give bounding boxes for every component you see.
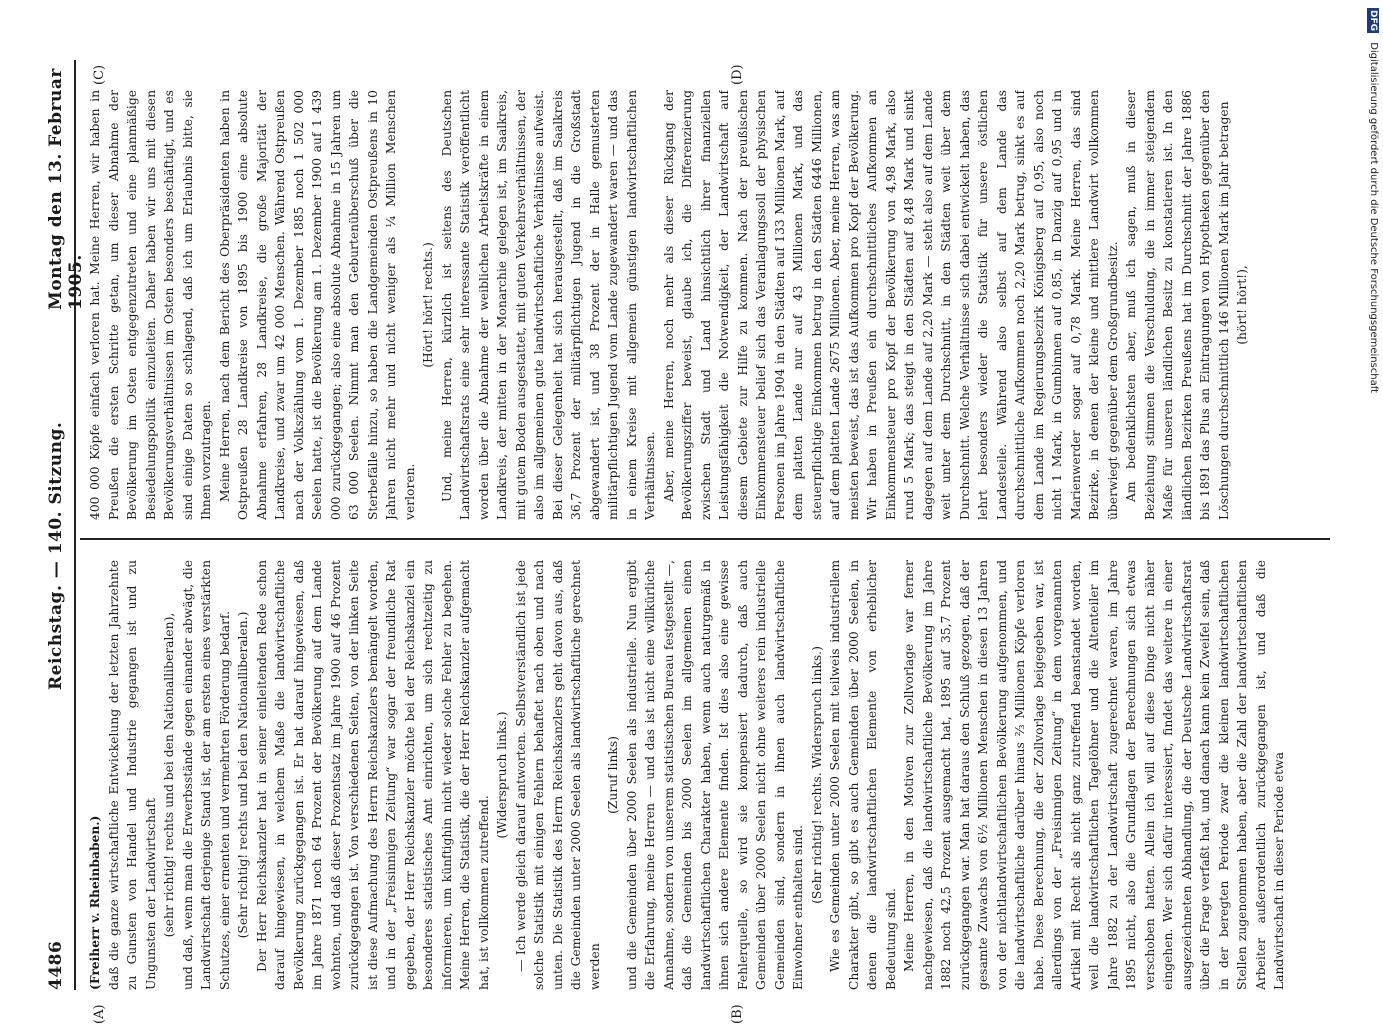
digitization-note [1367,8,1379,988]
margin-marker-d: (D) [730,64,745,85]
paragraph: Der Herr Reichskanzler hat in seiner einleitenden Rede schon darauf hingewiesen, in welchem Maße die landwirtschaftliche Bevölkerung zurückgegangen ist. Er hat darauf hingewiesen, daß im Jahre 1871 noch 64 Prozent der Bevölkerung auf dem Lande wohnten, und daß dieser Prozentsatz im Jahre 1900 auf 46 Prozent zurückgegangen ist. Von verschiedenen Seiten, von der linken Seite ist diese Aufmachung des Herrn Reichskanzlers bemängelt worden, und in der „Freisinnigen Zeitung“ war sogar der freundliche Rat gegeben, der Herr Reichskanzler möchte bei der Reichskanzlei ein besonderes statistisches Amt einrichten, um sich rechtzeitig zu informieren, um künftighin nicht wieder solche Fehler zu begehen. Meine Herren, die Statistik, die der Herr Reichskanzler aufgemacht hat, ist vollkommen zutreffend. [254,560,491,990]
speaker-line: (Freiherr v. Rheinbaben.) [87,815,102,990]
paragraph: daß die ganze wirtschaftliche Entwickelung der letzten Jahrzehnte zu Gunsten von Handel und Industrie gegangen ist und zu Ungunsten der Landwirtschaft [106,560,158,990]
interjection: (hört! hört!), [1235,265,1249,345]
paragraph: Aber, meine Herren, noch mehr als dieser Rückgang der Bevölkerungsziffer beweist, glaube ich, die Differenzierung zwischen Stadt und Land hinsichtlich ihrer finanziellen Leistungsfähigkeit die Notwendigkeit, der Landwirtschaft auf diesem Gebiete zur Hilfe zu kommen. Nach der preußischen Einkommensteuer belief sich das Veranlagungssoll der physischen Personen im Jahre 1904 in den Städten auf 133 Millionen Mark, auf dem platten Lande nur auf 43 Millionen Mark, und das steuerpflichtige Einkommen betrug in den Städten 6446 Millionen, auf dem platten Lande 2675 Millionen. Aber, meine Herren, was am meisten beweist, das ist das Aufkommen pro Kopf der Bevölkerung. Wir haben in Preußen ein durchschnittliches Aufkommen an Einkommensteuer pro Kopf der Bevölkerung von 4,98 Mark, also rund 5 Mark; das steigt in den Städten auf 8,48 Mark und sinkt dagegen auf dem Lande auf 2,20 Mark — steht also auf dem Lande weit unter dem Durchschnitt, in den Städten weit über dem Durchschnitt. Welche Verhältnisse sich dabei entwickelt haben, das lehrt besonders wieder die Statistik für unsere östlichen Landesteile. Während also selbst auf dem Lande das durchschnittliche Aufkommen noch 2,20 Mark betrug, sinkt es auf dem Lande im Regierungsbezirk Königsberg auf 0,95, also noch nicht 1 Mark, in Gumbinnen auf 0,85, in Danzig auf 0,95 und in Marienwerder sogar auf 0,78 Mark. Meine Herren, das sind Bezirke, in denen der kleine und mittlere Landwirt vollkommen überwiegt gegenüber dem Großgrundbesitz. [661,90,1120,520]
dfg-logo: DFG [1368,10,1378,32]
margin-marker-b: (B) [730,1004,745,1024]
interjection: (sehr richtig! rechts und bei den Nationalliberalen), [162,612,176,938]
interjection: (Zuruf links) [606,736,620,814]
margin-marker-c: (C) [92,64,107,85]
paragraph: Wie es Gemeinden unter 2000 Seelen mit teilweis industriellem Charakter gibt, so gibt es auch Gemeinden über 2000 Seelen, in denen die landwirtschaftlichen Elemente von erheblicher Bedeutung sind. [828,560,898,990]
paragraph: Meine Herren, in den Motiven zur Zollvorlage war ferner nachgewiesen, daß die landwirtschaftliche Bevölkerung im Jahre 1882 noch 42,5 Prozent ausgemacht hat, 1895 auf 35,7 Prozent zurückgegangen war. Man hat daraus den Schluß gezogen, daß der gesamte Zuwachs von 6½ Millionen Menschen in diesen 13 Jahren von der nichtlandwirtschaftlichen Bevölkerung aufgenommen, und die landwirtschaftliche darüber hinaus ⅔ Millionen Köpfe verloren habe. Diese Berechnung, die der Zollvorlage beigegeben war, ist allerdings von der „Freisinnigen Zeitung“ in dem vorgenannten Artikel mit Recht als nicht ganz zutreffend beanstandet worden, weil die landwirtschaftlichen Tagelöhner und die Altenteiler im Jahre 1882 zu der Landwirtschaft zugerechnet waren, im Jahre 1895 nicht, also die Grundlagen der Berechnungen sich etwas verschoben hatten. Allein ich will auf diese Dinge nicht näher eingehen. Wer sich dafür interessiert, findet das weitere in einer ausgezeichneten Abhandlung, die der Deutsche Landwirtschaftsrat über die Frage verfaßt hat, und danach kann kein Zweifel sein, daß in der beregten Periode zwar die kleinen landwirtschaftlichen Stellen zugenommen haben, aber die Zahl der landwirtschaftlichen Arbeiter außerordentlich zurückgegangen ist, und daß die Landwirtschaft in dieser Periode etwa [902,560,1286,990]
page-header [40,60,86,990]
session-title: Reichstag. — 140. Sitzung. [46,421,66,690]
page-number: 4486 [46,940,66,990]
interjection: (Sehr richtig! rechts und bei den Nationalliberalen.) [236,611,250,939]
paragraph: Am bedenklichsten aber, muß ich sagen, muß in dieser Beziehung stimmen die Verschuldung, die in immer steigendem Maße für unseren ländlichen Besitz zu konstatieren ist. In den ländlichen Bezirken Preußens hat im Durchschnitt der Jahre 1886 bis 1891 das Plus an Eintragungen von Hypotheken gegenüber den Löschungen durchschnittlich 146 Millionen Mark im Jahr betragen [1124,90,1231,520]
margin-marker-a: (A) [92,1004,107,1024]
paragraph: 400 000 Köpfe einfach verloren hat. Meine Herren, wir haben in Preußen die ersten Schritte getan, um dieser Abnahme der Bevölkerung im Osten entgegenzutreten und eine planmäßige Besiedelungspolitik einzuleiten. Daher haben wir uns mit diesen Bevölkerungsverhältnissen im Osten besonders beschäftigt, und es sind einige Daten so schlagend, daß ich um Erlaubnis bitte, sie Ihnen vorzutragen. [88,90,213,520]
session-date: Montag den 13. Februar 1905. [46,68,86,310]
paragraph: und daß, wenn man die Erwerbsstände gegen einander abwägt, die Landwirtschaft derjenige Stand ist, der am ersten eines verstärkten Schutzes, einer ernenten und vermehrten Förderung bedarf. [180,560,232,990]
digitization-text: Digitalisierung gefördert durch die Deutsche Forschungsgemeinschaft [1368,42,1379,394]
column-divider [80,538,1330,540]
right-column [86,90,1326,520]
interjection: (Sehr richtig! rechts. Widerspruch links.) [809,646,824,904]
paragraph: — Ich werde gleich darauf antworten. Selbstverständlich ist jede solche Statistik mit einigen Fehlern behaftet nach oben und nach unten. Die Statistik des Herrn Reichskanzlers geht davon aus, daß die Gemeinden unter 2000 Seelen als landwirtschaftliche gerechnet werden [513,560,602,990]
rotated-document-page [40,60,1340,1024]
interjection: (Widerspruch links.) [495,711,509,839]
paragraph: Meine Herren, nach dem Bericht des Oberpräsidenten haben in Ostpreußen 28 Landkreise von 1895 bis 1900 eine absolute Abnahme erfahren, 28 Landkreise, die große Majorität der Landkreise, und zwar um 42 000 Menschen. Während Ostpreußen nach der Volkszählung vom 1. Dezember 1885 noch 1 502 000 Seelen hatte, ist die Bevölkerung am 1. Dezember 1900 auf 1 439 000 zurückgegangen; also eine absolute Abnahme in 15 Jahren um 63 000 Seelen. Nimmt man den Geburtenüberschuß über die Sterbefälle hinzu, so haben die Landgemeinden Ostpreußens in 10 Jahren nicht mehr und nicht weniger als ¼ Million Menschen verloren. [217,90,417,520]
interjection: (Hört! hört! rechts.) [421,242,435,368]
paragraph: Und, meine Herren, kürzlich ist seitens des Deutschen Landwirtschaftsrats eine sehr interessante Statistik veröffentlicht worden über die Abnahme der weiblichen Arbeitskräfte in einem Landkreis, der mitten in der Monarchie gelegen ist, im Saalkreis, mit gutem Boden ausgestattet, mit guten Verkehrsverhältnissen, der also im allgemeinen gute landwirtschaftliche Verhältnisse aufweist. Bei dieser Gelegenheit hat sich herausgestellt, daß im Saalkreis 36,7 Prozent der militärpflichtigen Jugend in die Großstadt abgewandert ist, und 38 Prozent der in Halle gemusterten militärpflichtigen Jugend vom Lande zugewandert waren — und das in einem Kreise mit allgemein günstigen landwirtschaftlichen Verhältnissen. [439,90,657,520]
paragraph: und die Gemeinden über 2000 Seelen als industrielle. Nun ergibt die Erfahrung, meine Herren — und das ist nicht eine willkürliche Annahme, sondern von unserem statistischen Bureau festgestellt —, daß die Gemeinden bis 2000 Seelen im allgemeinen einen landwirtschaftlichen Charakter haben, wenn auch naturgemäß in ihnen sich andere Elemente finden. Ist dies also eine gewisse Fehlerquelle, so wird sie kompensiert dadurch, daß auch Gemeinden über 2000 Seelen nicht ohne weiteres rein industrielle Gemeinden sind, sondern in ihnen auch landwirtschaftliche Einwohner enthalten sind. [624,560,805,990]
left-column [86,560,1326,990]
